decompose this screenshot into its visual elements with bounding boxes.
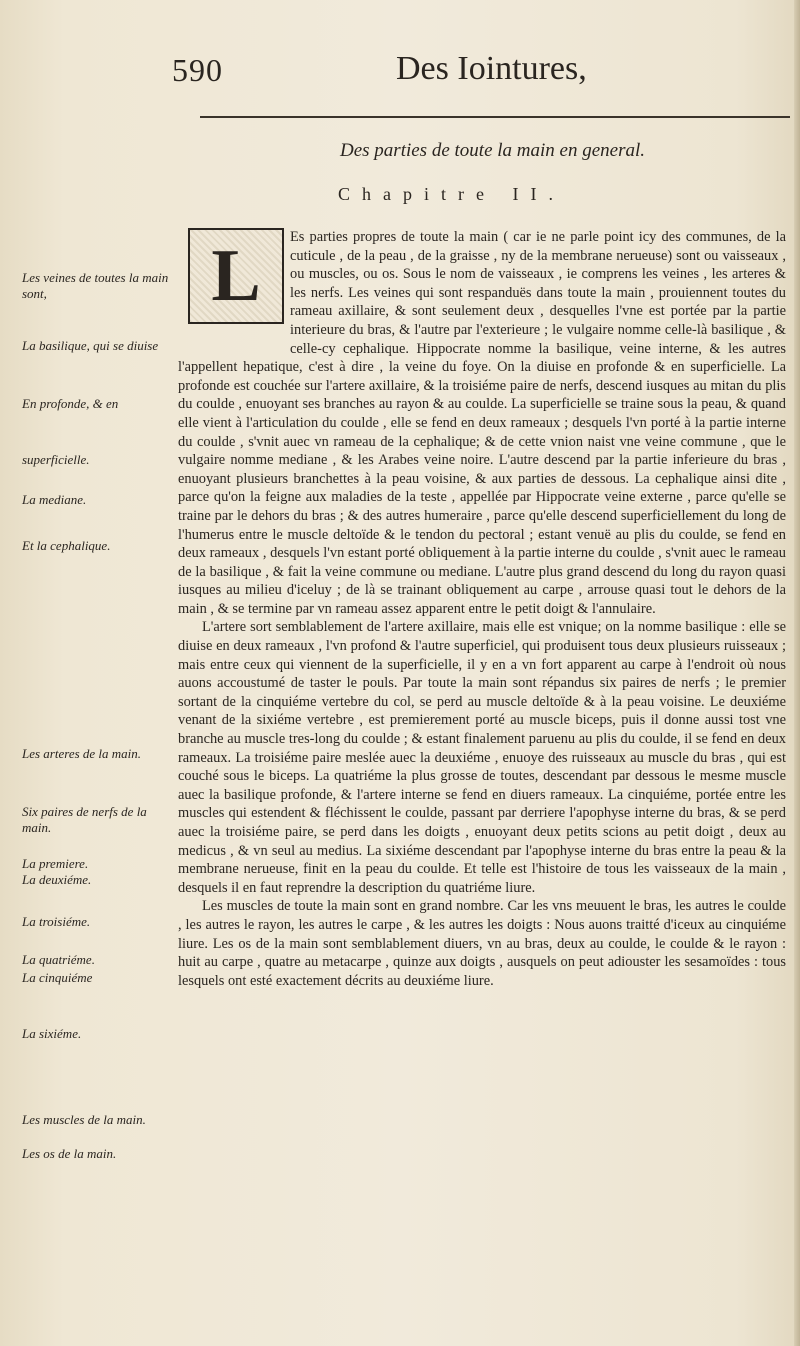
margin-note-arteres: Les arteres de la main.	[22, 746, 142, 761]
paragraph-1-text: Es parties propres de toute la main ( car ie ne parle point icy des communes, de la cuticule , de la peau , de la graisse , ny de la membrane nerueuse) sont ou vaisseaux , ou muscles, ou os. Sous le nom de vaisseaux , ie comprens les veines , les arteres & les nerfs. Les veines qui sont respanduës dans toute la main , prouiennent toutes du rameau axillaire, & sont seulement deux , desquelles l'vne est portée par la partie interieure du bras, & l'autre par l'exterieure ; le vulgaire nomme celle-là basilique , & celle-cy cephalique. Hippocrate nomme la basilique, veine interne, & les autres l'appellent hepatique, c'est à dire , la veine du foye. On la diuise en profonde & en superficielle. La profonde est couchée sur l'artere axillaire, & la troisiéme paire de nerfs, descend iusques au mitan du plis du coulde , enuoyant ses branches au rayon & au coulde. La superficielle se traine sous la peau, & quand elle vient à l'articulation du coulde , elle se fend en deux rameaux ; desquels l'vn porté à la partie interne du coulde , s'vnit auec vn rameau de la cephalique; & de cette vnion naist vne veine commune , que le vulgaire nomme mediane , & les Arabes veine noire. L'autre descend par la partie inferieure du bras , enuoyant plusieurs branchettes à la peau voisine, & aux parties de dessous. La cephalique ainsi dite , parce qu'on la feigne aux maladies de la teste , appellée par Hippocrate veine externe , parce qu'elle se traine par le dehors du bras ; & des autres humeraire , parce qu'elle descend superficiellement du long de l'humerus entre le muscle deltoïde & le tendon du pectoral ; estant venuë au plis du coulde, se fend en deux rameaux , desquels l'vn estant porté obliquement à la partie interne du coulde , s'vnit auec le rameau de la basilique , & fait la veine commune ou mediane. L'autre plus grand descend du long du rayon quasi iusques au milieu d'iceluy ; de là se trainant obliquement au carpe , arrouse quasi tout le dehors de la main , & se termine par vn rameau assez apparent entre le petit doigt & l'annulaire.	[178, 229, 786, 617]
page-edge	[794, 0, 800, 1346]
margin-note-superficielle: superficielle.	[22, 452, 90, 467]
margin-note-troisieme: La troisiéme.	[22, 914, 91, 929]
margin-note-veines: Les veines de toutes la main sont,	[22, 270, 169, 301]
paragraph-3: Les muscles de toute la main sont en grand nombre. Car les vns meuuent le bras, les autres le coulde , les autres le rayon, les autres le carpe , & les autres les doigts : Nous auons traitté d'iceux au cinquiéme liure. Les os de la main sont semblablement diuers, vn au bras, deux au coulde, le coulde & le rayon : huit au carpe , quatre au metacarpe , quinze aux doigts , ausquels on peut adiouster les sesamoïdes : tous lesquels ont esté exactement décrits au deuxiéme liure.	[178, 898, 786, 989]
margin-note-sixieme: La sixiéme.	[22, 1026, 82, 1041]
margin-note-cephalique: Et la cephalique.	[22, 538, 111, 553]
margin-note-basilique: La basilique, qui se diuise	[22, 338, 159, 353]
page-number: 590	[172, 52, 223, 88]
margin-note-muscles: Les muscles de la main.	[22, 1112, 146, 1127]
decorated-initial-letter: L	[190, 230, 282, 322]
paragraph-1	[178, 228, 786, 618]
margin-note-cinquieme: La cinquiéme	[22, 970, 93, 985]
margin-note-six-paires: Six paires de nerfs de la main.	[22, 804, 147, 835]
header-rule	[200, 116, 790, 118]
margin-note-premiere: La premiere.	[22, 856, 89, 871]
margin-note-profonde: En profonde, & en	[22, 396, 119, 411]
margin-note-os: Les os de la main.	[22, 1146, 117, 1161]
paragraph-2: L'artere sort semblablement de l'artere axillaire, mais elle est vnique; on la nomme basilique : elle se diuise en deux rameaux , l'vn profond & l'autre superficiel, qui produisent tous deux plusieurs ruisseaux ; mais entre ceux qui viennent de la superficielle, il y en a vn fort apparent au carpe à l'endroit où nous auons accoustumé de taster le pouls. Par toute la main sont répandus six paires de nerfs ; le premier sortant de la cinquiéme vertebre du col, se perd au muscle deltoïde & à la peau voisine. Le deuxiéme venant de la sixiéme vertebre , est premierement porté au muscle biceps, puis il donne aussi tost vne branche au muscle tres-long du coulde ; & estant finalement paruenu au plis du coulde, il se fend en deux rameaux. La troisiéme paire meslée auec la deuxiéme , enuoye des ruisseaux au muscle du bras , qui est couché sous le biceps. La quatriéme la plus grosse de toutes, descendant par dessous le mesme muscle auec la basilique profonde, & l'artere interne se fend en diuers rameaux. La cinquiéme, portée entre les muscles qui estendent & fléchissent le coulde, passant par derriere l'apophyse interne du bras, & se perd auec la troisiéme paire, se perd dans les doigts , enuoyant deux petits scions au petit doigt , deux au medicus , & vn seul au medius. La sixiéme descendant par l'apophyse interne du bras entre la peau & la membrane nerueuse, finit en la peau du coulde. Et telle est l'histoire de tous les vaisseaux de la main , desquels il en faut reprendre la description du quatriéme liure.	[178, 619, 786, 896]
running-head: Des Iointures,	[396, 50, 587, 87]
body-text	[178, 228, 786, 990]
margin-note-mediane: La mediane.	[22, 492, 87, 507]
chapter-heading: Chapitre II.	[338, 184, 565, 204]
margin-note-quatrieme: La quatriéme.	[22, 952, 95, 967]
margin-note-deuxieme: La deuxiéme.	[22, 872, 92, 887]
section-title: Des parties de toute la main en general.	[340, 140, 646, 161]
